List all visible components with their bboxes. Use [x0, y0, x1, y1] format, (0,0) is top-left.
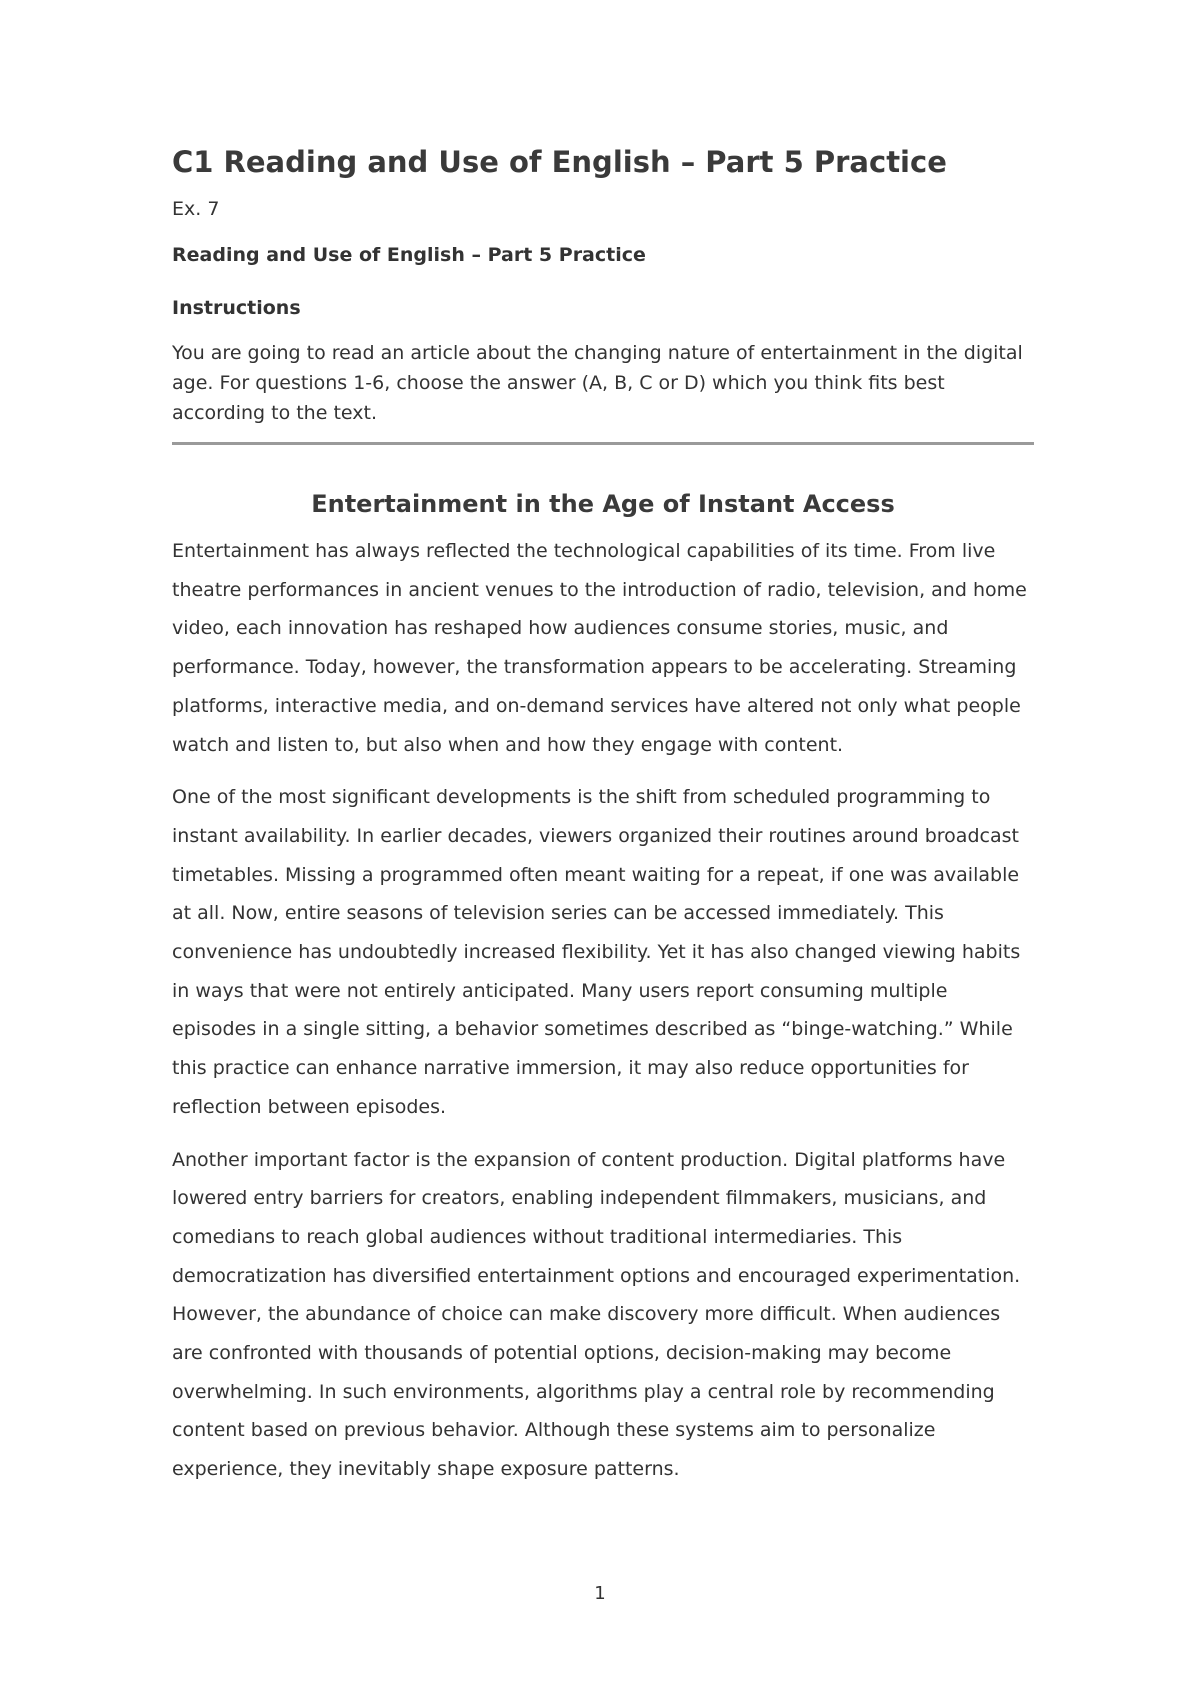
article-title: Entertainment in the Age of Instant Access: [311, 490, 895, 518]
article-paragraph-3: Another important factor is the expansion of content production. Digital platforms have lowered entry barriers for creators, enabling independent filmmakers, musicians, and comedians to reach global audiences without traditional intermediaries. This democratization has diversified entertainment options and encouraged experimentation. However, the abundance of choice can make discovery more difficult. When audiences are confronted with thousands of potential options, decision-making may become overwhelming. In such environments, algorithms play a central role by recommending content based on previous behavior. Although these systems aim to personalize experience, they inevitably shape exposure patterns.: [172, 1148, 1021, 1481]
exercise-label: Ex. 7: [172, 198, 220, 220]
document-subtitle: Reading and Use of English – Part 5 Practice: [172, 244, 646, 266]
article-paragraph-1: Entertainment has always reflected the technological capabilities of its time. From live theatre performances in ancient venues to the introduction of radio, television, and home video, each innovation has reshaped how audiences consume stories, music, and performance. Today, however, the transformation appears to be accelerating. Streaming platforms, interactive media, and on-demand services have altered not only what people watch and listen to, but also when and how they engage with content.: [172, 540, 1027, 756]
section-divider: [172, 442, 1034, 445]
instructions-heading: Instructions: [172, 297, 301, 319]
instructions-text: You are going to read an article about the changing nature of entertainment in the digital age. For questions 1-6, choose the answer (A, B, C or D) which you think fits best according to the text.: [172, 342, 1023, 424]
document-page: [172, 140, 1034, 1489]
article-paragraph-2: One of the most significant developments is the shift from scheduled programming to instant availability. In earlier decades, viewers organized their routines around broadcast timetables. Missing a programmed often meant waiting for a repeat, if one was available at all. Now, entire seasons of television series can be accessed immediately. This convenience has undoubtedly increased flexibility. Yet it has also changed viewing habits in ways that were not entirely anticipated. Many users report consuming multiple episodes in a single sitting, a behavior sometimes described as “binge-watching.” While this practice can enhance narrative immersion, it may also reduce opportunities for reflection between episodes.: [172, 786, 1021, 1118]
document-title: C1 Reading and Use of English – Part 5 Practice: [172, 145, 947, 179]
page-number: 1: [594, 1583, 606, 1604]
